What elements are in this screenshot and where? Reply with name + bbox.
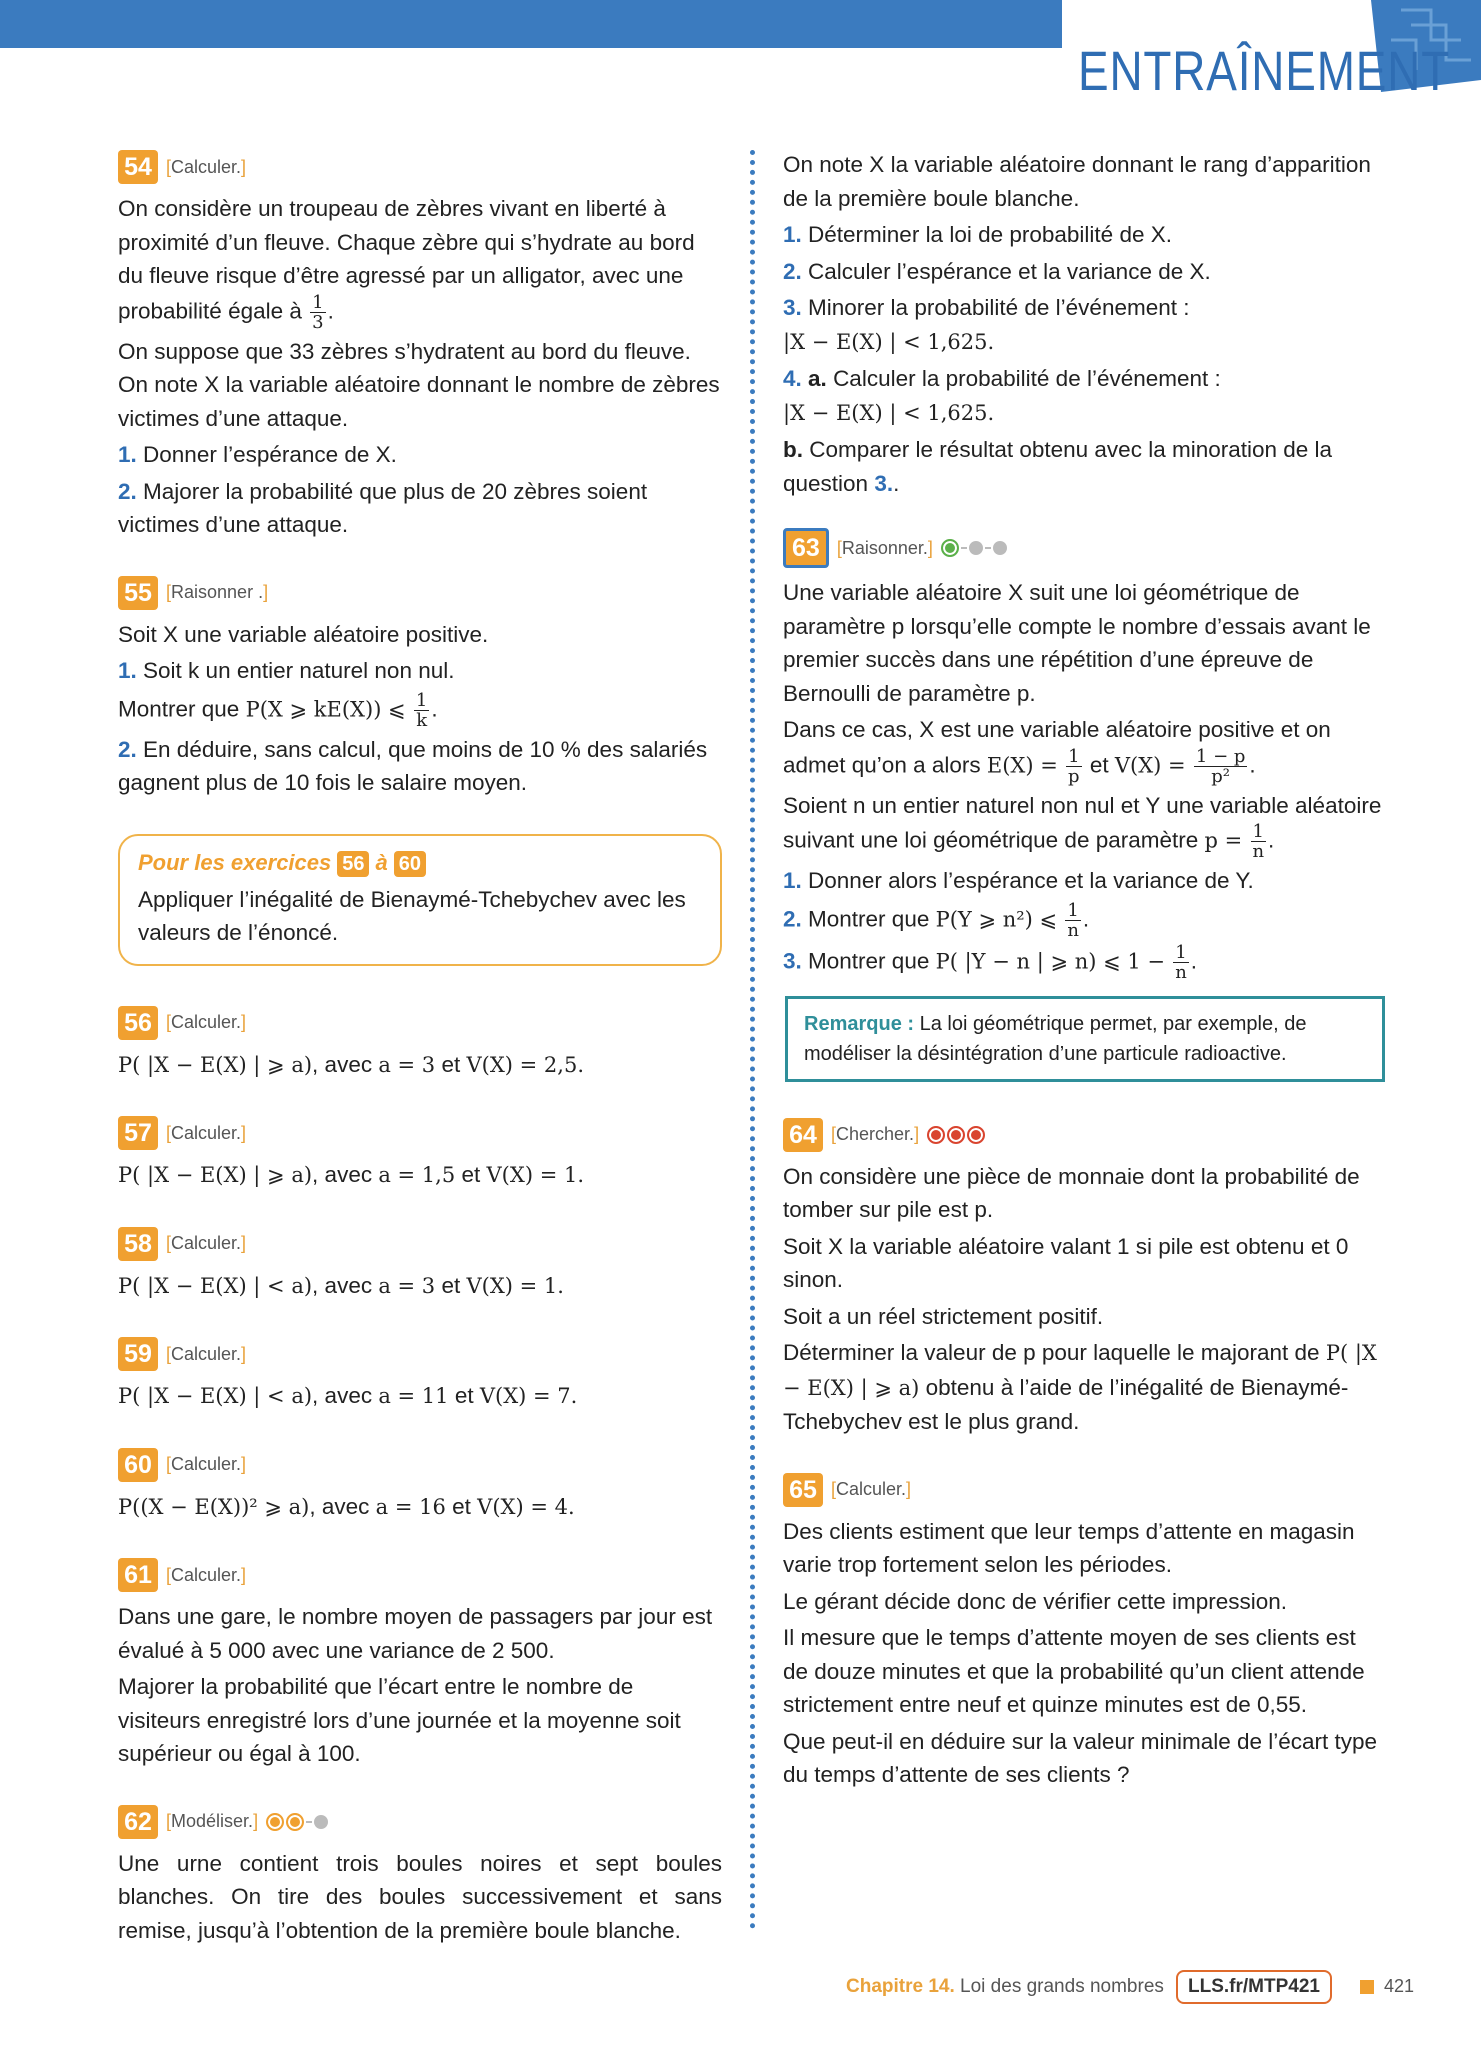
exercise-62 (118, 1805, 722, 1948)
exercise-61 (118, 1558, 722, 1771)
exercise-tag: [Calculer.] (831, 1479, 912, 1499)
exercise-62-continued (783, 148, 1383, 500)
exercise-number: 61 (118, 1558, 158, 1592)
question: 3. Montrer que P( |Y − n | ⩾ n) ⩽ 1 − $\frac{1}{n}$ . (783, 941, 1197, 983)
page-title: ENTRAÎNEMENT (1078, 39, 1451, 102)
exercise-text: P( |X − E(X) | ⩾ a), avec a = 1,5 et V(X) = 1. (118, 1162, 584, 1187)
exercise-tag: [Calculer.] (166, 1564, 247, 1585)
exercise-number: 56 (118, 1006, 158, 1040)
exercise-number: 54 (118, 150, 158, 184)
difficulty-dot-icon (941, 539, 959, 557)
question: 2. En déduire, sans calcul, que moins de 10 % des salariés gagnent plus de 10 fois le salaire moyen. (118, 736, 708, 795)
page-footer (0, 1966, 1481, 2006)
connector (306, 1821, 312, 1823)
exercise-text: P( |X − E(X) | < a), avec a = 11 et V(X) = 7. (118, 1383, 578, 1408)
exercise-tag: [Calculer.] (166, 1122, 247, 1143)
exercise-text: Que peut-il en déduire sur la valeur minimale de l’écart type du temps d’attente de ses clients ? (783, 1728, 1378, 1787)
exercise-tag: [Chercher.] (831, 1124, 920, 1144)
exercise-63 (783, 528, 1383, 982)
question: 4. a. Calculer la probabilité de l’événement : |X − E(X) | < 1,625. (783, 366, 1221, 425)
question: 1. Donner alors l’espérance et la variance de Y. (783, 868, 1254, 893)
difficulty-dot-icon (927, 1126, 945, 1144)
header-bar (0, 0, 1062, 48)
exercise-tag: [Calculer.] (166, 1233, 247, 1253)
exercise-text: Soit a un réel strictement positif. (783, 1303, 1104, 1329)
exercise-text: Une variable aléatoire X suit une loi géométrique de paramètre p lorsqu’elle compte le nombre d’essais avant le premier succès dans une répétition d’une épreuve de Bernoulli de paramètre p. (783, 580, 1371, 706)
exercise-number: 62 (118, 1805, 158, 1839)
difficulty-dot-icon (314, 1815, 328, 1829)
question: 2. Montrer que P(Y ⩾ n²) ⩽ $\frac{1}{n}$ . (783, 899, 1090, 941)
exercise-tag: [Calculer.] (166, 1343, 247, 1364)
exercise-number: 58 (118, 1227, 158, 1261)
exercise-text: On considère un troupeau de zèbres vivant en liberté à proximité d’un fleuve. Chaque zèbre qui s’hydrate au bord du fleuve risque d’être agressé par un alligator, avec une probabilité égale à $\frac{1}{3}$ . (118, 196, 695, 333)
exercise-text: On considère une pièce de monnaie dont la probabilité de tomber sur pile est p. (783, 1163, 1360, 1222)
exercise-number: 64 (783, 1118, 823, 1152)
exercise-number: 60 (118, 1448, 158, 1482)
question: 2. Calculer l’espérance et la variance de X. (783, 258, 1211, 284)
exercise-60 (118, 1448, 722, 1525)
exercise-54 (118, 150, 722, 542)
exercise-text: Soit X la variable aléatoire valant 1 si pile est obtenu et 0 sinon. (783, 1233, 1349, 1292)
resource-link[interactable]: LLS.fr/MTP421 (1176, 1970, 1332, 2004)
question: 1. Soit k un entier naturel non nul. (118, 658, 455, 683)
exercise-text: Il mesure que le temps d’attente moyen de ses clients est de douze minutes et que la probabilité qu’un client attende strictement entre neuf et quinze minutes est de 0,55. (783, 1625, 1365, 1717)
method-callout (118, 834, 722, 966)
exercise-text: Dans ce cas, X est une variable aléatoire positive et on admet qu’on a alors E(X) = $\frac{1}{p}$ et V(X) = $\frac{1 - p}{\text{p²}}$ . (783, 717, 1331, 787)
exercise-58 (118, 1227, 722, 1304)
exercise-number: 63 (783, 528, 829, 568)
exercise-number: 65 (783, 1473, 823, 1507)
difficulty-dot-icon (969, 541, 983, 555)
exercise-text: Une urne contient trois boules noires et sept boules blanches. On tire des boules successivement et sans remise, jusqu’à l’obtention de la première boule blanche. (118, 1850, 722, 1943)
exercise-64 (783, 1118, 1383, 1439)
difficulty-dot-icon (947, 1126, 965, 1144)
chapter-label: Chapitre 14. Loi des grands nombres (846, 1976, 1164, 1997)
exercise-tag: [Raisonner .] (166, 582, 269, 602)
exercise-tag: [Calculer.] (166, 156, 247, 177)
exercise-tag: [Calculer.] (166, 1454, 247, 1474)
column-divider (750, 150, 755, 1930)
exercise-55 (118, 576, 722, 800)
callout-title: Pour les exercices 56 à 60 (138, 850, 702, 877)
difficulty-dot-icon (266, 1813, 284, 1831)
exercise-text: Majorer la probabilité que l’écart entre le nombre de visiteurs enregistré lors d’une journée et la moyenne soit supérieur ou égal à 100. (118, 1674, 681, 1766)
exercise-number: 57 (118, 1116, 158, 1150)
page-marker-icon (1360, 1980, 1374, 1994)
page-number: 421 (1384, 1976, 1415, 1996)
exercise-text: Soit X une variable aléatoire positive. (118, 621, 489, 647)
exercise-57 (118, 1116, 722, 1193)
exercise-text: P( |X − E(X) | < a), avec a = 3 et V(X) = 1. (118, 1272, 564, 1298)
left-column (118, 150, 722, 1981)
exercise-65 (783, 1473, 1383, 1792)
exercise-text: P((X − E(X))² ⩾ a), avec a = 16 et V(X) = 4. (118, 1493, 575, 1519)
question: 1. Déterminer la loi de probabilité de X. (783, 222, 1172, 247)
remark-box (785, 996, 1385, 1082)
exercise-text: On suppose que 33 zèbres s’hydratent au bord du fleuve. On note X la variable aléatoire donnant le nombre de zèbres victimes d’une attaque. (118, 338, 720, 431)
connector (961, 547, 967, 549)
exercise-tag: [Modéliser.] (166, 1811, 259, 1831)
exercise-text: Soient n un entier naturel non nul et Y une variable aléatoire suivant une loi géométrique de paramètre p = $\frac{1}{n}$ . (783, 792, 1382, 862)
exercise-text: Dans une gare, le nombre moyen de passagers par jour est évalué à 5 000 avec une variance de 2 500. (118, 1604, 713, 1663)
exercise-text: P( |X − E(X) | ⩾ a), avec a = 3 et V(X) = 2,5. (118, 1051, 584, 1077)
exercise-56 (118, 1006, 722, 1083)
difficulty-indicator (941, 539, 1009, 557)
connector (985, 547, 991, 549)
exercise-number: 59 (118, 1337, 158, 1371)
difficulty-dot-icon (967, 1126, 985, 1144)
right-column (783, 148, 1383, 1826)
exercise-text: Déterminer la valeur de p pour laquelle le majorant de P( |X − E(X) | ⩾ a) obtenu à l’aide de l’inégalité de Bienaymé-Tchebychev est le plus grand. (783, 1340, 1377, 1434)
exercise-tag: [Calculer.] (166, 1012, 247, 1032)
question: 1. Donner l’espérance de X. (118, 442, 397, 467)
remark-text: Remarque : La loi géométrique permet, par exemple, de modéliser la désintégration d’une particule radioactive. (804, 1012, 1307, 1065)
exercise-tag: [Raisonner.] (836, 537, 933, 558)
exercise-59 (118, 1337, 722, 1414)
difficulty-indicator (266, 1813, 330, 1831)
question: 3. Minorer la probabilité de l’événement : |X − E(X) | < 1,625. (783, 295, 1190, 354)
exercise-number: 55 (118, 576, 158, 610)
difficulty-indicator (927, 1126, 987, 1144)
exercise-text: Le gérant décide donc de vérifier cette impression. (783, 1588, 1288, 1614)
question: Montrer que P(X ⩾ kE(X)) ⩽ $\frac{1}{k}$ . (118, 689, 438, 731)
question: 2. Majorer la probabilité que plus de 20 zèbres soient victimes d’une attaque. (118, 478, 648, 537)
question: b. Comparer le résultat obtenu avec la minoration de la question 3.. (783, 437, 1333, 496)
callout-text: Appliquer l’inégalité de Bienaymé-Tchebychev avec les valeurs de l’énoncé. (138, 886, 686, 945)
difficulty-dot-icon (993, 541, 1007, 555)
exercise-text: On note X la variable aléatoire donnant le rang d’apparition de la première boule blanche. (783, 152, 1371, 211)
difficulty-dot-icon (286, 1813, 304, 1831)
exercise-text: Des clients estiment que leur temps d’attente en magasin varie trop fortement selon les périodes. (783, 1518, 1355, 1577)
